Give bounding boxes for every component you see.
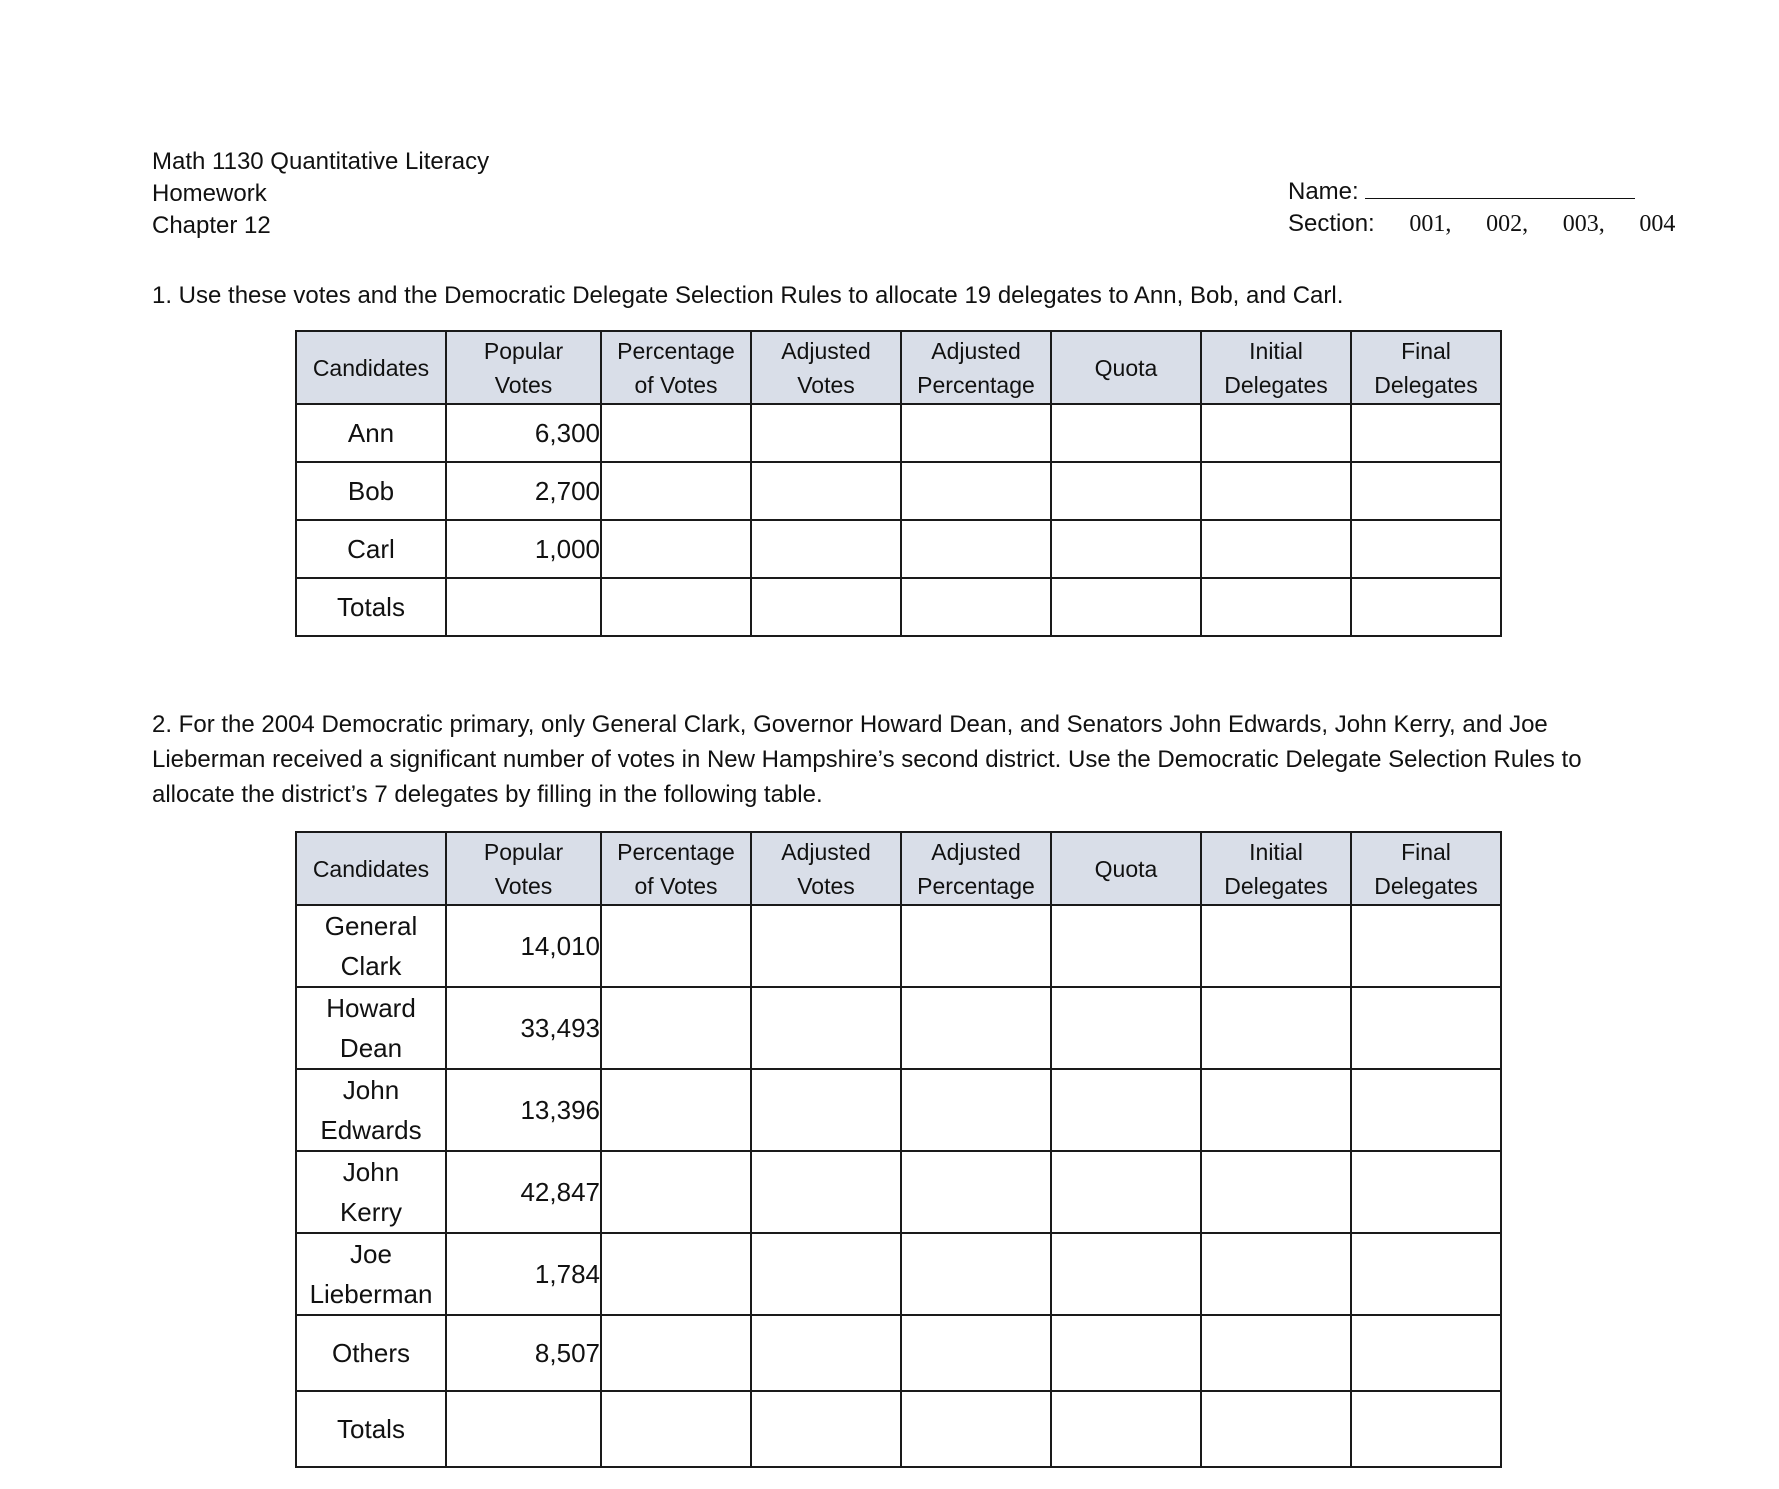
votes-cell: 42,847 — [446, 1151, 601, 1233]
answer-cell[interactable] — [1351, 1391, 1501, 1467]
answer-cell[interactable] — [1201, 404, 1351, 462]
answer-cell[interactable] — [1351, 520, 1501, 578]
answer-cell[interactable] — [751, 987, 901, 1069]
answer-cell[interactable] — [1051, 1233, 1201, 1315]
answer-cell[interactable] — [1051, 1391, 1201, 1467]
answer-cell[interactable] — [601, 462, 751, 520]
col-header: Adjusted Votes — [751, 832, 901, 905]
answer-cell[interactable] — [1351, 1151, 1501, 1233]
answer-cell[interactable] — [1351, 987, 1501, 1069]
answer-cell[interactable] — [601, 578, 751, 636]
answer-cell[interactable] — [446, 578, 601, 636]
col-header: Candidates — [296, 331, 446, 404]
totals-row — [296, 1391, 1501, 1467]
answer-cell[interactable] — [901, 1151, 1051, 1233]
answer-cell[interactable] — [1201, 520, 1351, 578]
candidate-cell: General Clark — [296, 905, 446, 987]
table-header-row — [296, 832, 1501, 905]
candidate-cell: Ann — [296, 404, 446, 462]
section-label: Section: — [1288, 210, 1375, 237]
candidate-cell: Bob — [296, 462, 446, 520]
name-label: Name: — [1288, 178, 1359, 205]
totals-row — [296, 578, 1501, 636]
answer-cell[interactable] — [1051, 987, 1201, 1069]
col-header: Candidates — [296, 832, 446, 905]
votes-cell: 1,784 — [446, 1233, 601, 1315]
answer-cell[interactable] — [751, 1069, 901, 1151]
answer-cell[interactable] — [1051, 1151, 1201, 1233]
answer-cell[interactable] — [751, 578, 901, 636]
col-header: Popular Votes — [446, 832, 601, 905]
answer-cell[interactable] — [901, 1315, 1051, 1391]
section-row — [1288, 208, 1675, 240]
answer-cell[interactable] — [601, 520, 751, 578]
answer-cell[interactable] — [901, 578, 1051, 636]
answer-cell[interactable] — [601, 1315, 751, 1391]
answer-cell[interactable] — [601, 905, 751, 987]
answer-cell[interactable] — [1351, 578, 1501, 636]
candidate-cell: John Edwards — [296, 1069, 446, 1151]
answer-cell[interactable] — [751, 520, 901, 578]
table-row — [296, 462, 1501, 520]
answer-cell[interactable] — [1051, 462, 1201, 520]
table-row — [296, 905, 1501, 987]
answer-cell[interactable] — [601, 1069, 751, 1151]
question-2-text: 2. For the 2004 Democratic primary, only General Clark, Governor Howard Dean, and Senators John Edwards, John Kerry, and Joe Lieberman received a significant number of votes in New Hampshire’s second district. Use the Democratic Delegate Selection Rules to allocate the district’s 7 delegates by filling in the following table. — [152, 711, 1582, 808]
answer-cell[interactable] — [601, 1151, 751, 1233]
header-course-block — [152, 146, 489, 242]
chapter-label: Chapter 12 — [152, 212, 271, 239]
col-header: Adjusted Percentage — [901, 331, 1051, 404]
candidate-cell: Carl — [296, 520, 446, 578]
col-header: Popular Votes — [446, 331, 601, 404]
header-student-block — [1288, 176, 1675, 240]
answer-cell[interactable] — [1351, 1069, 1501, 1151]
votes-cell: 33,493 — [446, 987, 601, 1069]
table-header-row — [296, 331, 1501, 404]
col-header: Quota — [1051, 331, 1201, 404]
candidate-cell: John Kerry — [296, 1151, 446, 1233]
candidate-cell: Howard Dean — [296, 987, 446, 1069]
votes-cell: 14,010 — [446, 905, 601, 987]
answer-cell[interactable] — [446, 1391, 601, 1467]
course-title: Math 1130 Quantitative Literacy — [152, 148, 490, 175]
totals-label: Totals — [296, 1391, 446, 1467]
answer-cell[interactable] — [1051, 905, 1201, 987]
answer-cell[interactable] — [1351, 404, 1501, 462]
answer-cell[interactable] — [1201, 462, 1351, 520]
col-header: Initial Delegates — [1201, 832, 1351, 905]
answer-cell[interactable] — [751, 1151, 901, 1233]
col-header: Final Delegates — [1351, 832, 1501, 905]
col-header: Percentage of Votes — [601, 331, 751, 404]
assignment-type: Homework — [152, 180, 267, 207]
name-blank[interactable] — [1365, 176, 1635, 199]
table-row — [296, 987, 1501, 1069]
answer-cell[interactable] — [1051, 578, 1201, 636]
answer-cell[interactable] — [901, 462, 1051, 520]
col-header: Adjusted Votes — [751, 331, 901, 404]
answer-cell[interactable] — [1201, 1233, 1351, 1315]
table-row — [296, 1233, 1501, 1315]
answer-cell[interactable] — [601, 1233, 751, 1315]
answer-cell[interactable] — [1351, 905, 1501, 987]
delegate-table-2 — [295, 831, 1502, 1468]
answer-cell[interactable] — [1051, 520, 1201, 578]
votes-cell: 13,396 — [446, 1069, 601, 1151]
answer-cell[interactable] — [1201, 1391, 1351, 1467]
section-option: 003, — [1562, 211, 1605, 237]
answer-cell[interactable] — [1201, 578, 1351, 636]
answer-cell[interactable] — [601, 1391, 751, 1467]
col-header: Quota — [1051, 832, 1201, 905]
col-header: Percentage of Votes — [601, 832, 751, 905]
answer-cell[interactable] — [901, 1391, 1051, 1467]
table-row — [296, 1315, 1501, 1391]
votes-cell: 8,507 — [446, 1315, 601, 1391]
section-option: 002, — [1486, 211, 1529, 237]
answer-cell[interactable] — [1201, 1151, 1351, 1233]
answer-cell[interactable] — [901, 1233, 1051, 1315]
col-header: Final Delegates — [1351, 331, 1501, 404]
candidate-cell: Others — [296, 1315, 446, 1391]
answer-cell[interactable] — [1051, 404, 1201, 462]
totals-label: Totals — [296, 578, 446, 636]
answer-cell[interactable] — [901, 404, 1051, 462]
answer-cell[interactable] — [1201, 987, 1351, 1069]
answer-cell[interactable] — [1351, 1233, 1501, 1315]
col-header: Adjusted Percentage — [901, 832, 1051, 905]
answer-cell[interactable] — [601, 987, 751, 1069]
table-row — [296, 1069, 1501, 1151]
answer-cell[interactable] — [751, 1315, 901, 1391]
answer-cell[interactable] — [1051, 1069, 1201, 1151]
question-1-text: 1. Use these votes and the Democratic Delegate Selection Rules to allocate 19 delegates to Ann, Bob, and Carl. — [152, 282, 1344, 309]
votes-cell: 6,300 — [446, 404, 601, 462]
answer-cell[interactable] — [901, 987, 1051, 1069]
table-row — [296, 404, 1501, 462]
answer-cell[interactable] — [901, 1069, 1051, 1151]
answer-cell[interactable] — [1351, 462, 1501, 520]
answer-cell[interactable] — [601, 404, 751, 462]
answer-cell[interactable] — [1351, 1315, 1501, 1391]
candidate-cell: Joe Lieberman — [296, 1233, 446, 1315]
answer-cell[interactable] — [751, 905, 901, 987]
answer-cell[interactable] — [901, 520, 1051, 578]
answer-cell[interactable] — [1201, 905, 1351, 987]
votes-cell: 2,700 — [446, 462, 601, 520]
name-row — [1288, 176, 1675, 208]
table-row — [296, 1151, 1501, 1233]
delegate-table-1 — [295, 330, 1502, 637]
answer-cell[interactable] — [751, 1233, 901, 1315]
answer-cell[interactable] — [1201, 1315, 1351, 1391]
answer-cell[interactable] — [751, 462, 901, 520]
section-option: 004 — [1639, 211, 1676, 237]
answer-cell[interactable] — [1201, 1069, 1351, 1151]
answer-cell[interactable] — [751, 1391, 901, 1467]
votes-cell: 1,000 — [446, 520, 601, 578]
col-header: Initial Delegates — [1201, 331, 1351, 404]
answer-cell[interactable] — [751, 404, 901, 462]
table-row — [296, 520, 1501, 578]
answer-cell[interactable] — [901, 905, 1051, 987]
section-option: 001, — [1409, 211, 1452, 237]
answer-cell[interactable] — [1051, 1315, 1201, 1391]
